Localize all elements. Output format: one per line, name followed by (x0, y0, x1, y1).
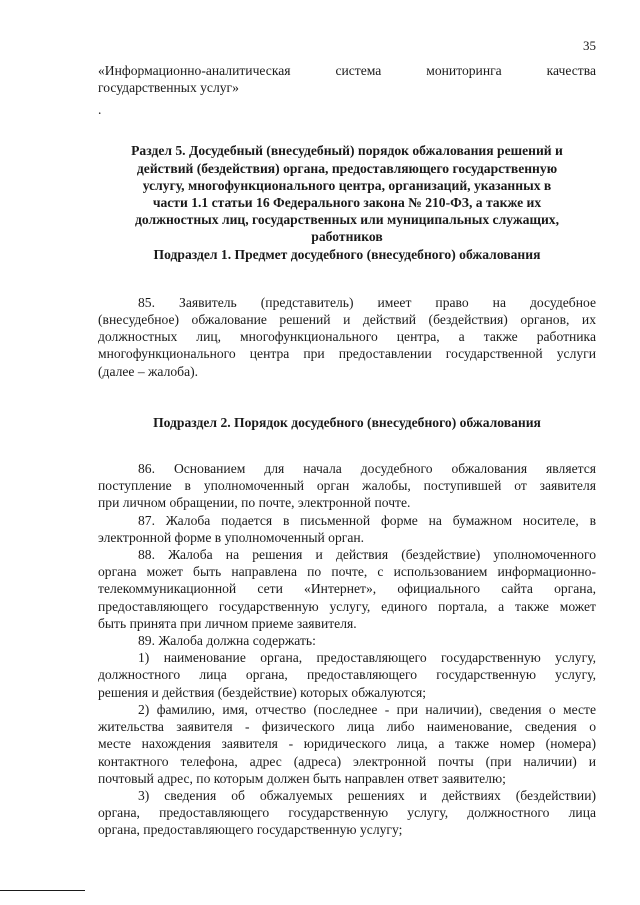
section-5-title (98, 142, 596, 245)
text-line: решения и действия (бездействие) которых обжалуются; (98, 684, 427, 700)
text-line: органа может быть направлена по почте, с использованием информационно- (98, 564, 596, 580)
text-line: 87. Жалоба подается в письменной форме на бумажном носителе, в (138, 512, 596, 528)
text-line: многофункционального центра при предоставлении государственной услуги (98, 346, 596, 362)
text-line: телекоммуникационной сети «Интернет», официального сайта органа, (98, 581, 596, 597)
text-line: жительства заявителя - физического лица либо наименование, сведения о (98, 719, 596, 735)
text-line: 2) фамилию, имя, отчество (последнее - при наличии), сведения о месте (138, 701, 596, 717)
text-line: предоставляющего государственную услугу, единого портала, а также может (98, 598, 596, 614)
text-line: месте нахождения заявителя - юридического лица, а также номер (номера) (98, 736, 596, 752)
section-title-line: должностных лиц, государственных или муниципальных служащих, (135, 212, 559, 228)
text-line: органа, предоставляющего государственную услугу; (98, 822, 403, 838)
section-title-line: работников (311, 229, 383, 245)
text-line: почтовый адрес, по которым должен быть направлен ответ заявителю; (98, 770, 506, 786)
text-line: 3) сведения об обжалуемых решениях и действиях (бездействии) (138, 787, 596, 803)
text-line: 89. Жалоба должна содержать: (138, 633, 316, 649)
text-line: быть принята при личном приеме заявителя. (98, 615, 357, 631)
text-line: (внесудебное) обжалование решений и действий (бездействия) органов, их (98, 312, 596, 328)
footnote-rule (0, 890, 85, 891)
text-line: 88. Жалоба на решения и действия (бездействие) уполномоченного (138, 547, 596, 563)
text-line: 85. Заявитель (представитель) имеет право на досудебное (138, 294, 596, 310)
stray-mark: . (98, 102, 102, 118)
text-line: электронной форме в уполномоченный орган. (98, 529, 365, 545)
page-number: 35 (583, 38, 596, 53)
text-line: должностных лиц, многофункционального центра, а также работника (98, 329, 596, 345)
text-line: 86. Основанием для начала досудебного обжалования является (138, 461, 596, 477)
subsection-2-body (98, 460, 596, 838)
subsection-2-title: Подраздел 2. Порядок досудебного (внесудебного) обжалования (153, 414, 541, 430)
section-title-line: действий (бездействия) органа, предоставляющего государственную (136, 160, 558, 176)
text-line: (далее – жалоба). (98, 363, 199, 379)
document-body (98, 62, 596, 839)
section-title-line: Раздел 5. Досудебный (внесудебный) порядок обжалования решений и (131, 143, 563, 159)
text-line: 1) наименование органа, предоставляющего государственную услугу, (138, 650, 596, 666)
text-line: контактного телефона, адрес (адреса) электронной почты (при наличии) и (98, 753, 596, 769)
text-line: органа, предоставляющего государственную услугу, должностного лица (98, 805, 596, 821)
section-title-line: услугу, многофункционального центра, организаций, указанных в (142, 177, 552, 193)
header-line: «Информационно-аналитическая система мониторинга качества (98, 63, 596, 78)
section-title-line: части 1.1 статьи 16 Федерального закона № 210-ФЗ, а также их (152, 195, 542, 211)
header-line: государственных услуг» (98, 80, 239, 96)
text-line: поступление в уполномоченный орган жалобы, поступившей от заявителя (98, 478, 596, 494)
paragraph-85 (98, 294, 596, 380)
text-line: должностного лица органа, предоставляющего государственную услугу, (98, 667, 596, 683)
text-line: при личном обращении, по почте, электронной почте. (98, 495, 411, 511)
subsection-1-title: Подраздел 1. Предмет досудебного (внесудебного) обжалования (153, 246, 541, 262)
